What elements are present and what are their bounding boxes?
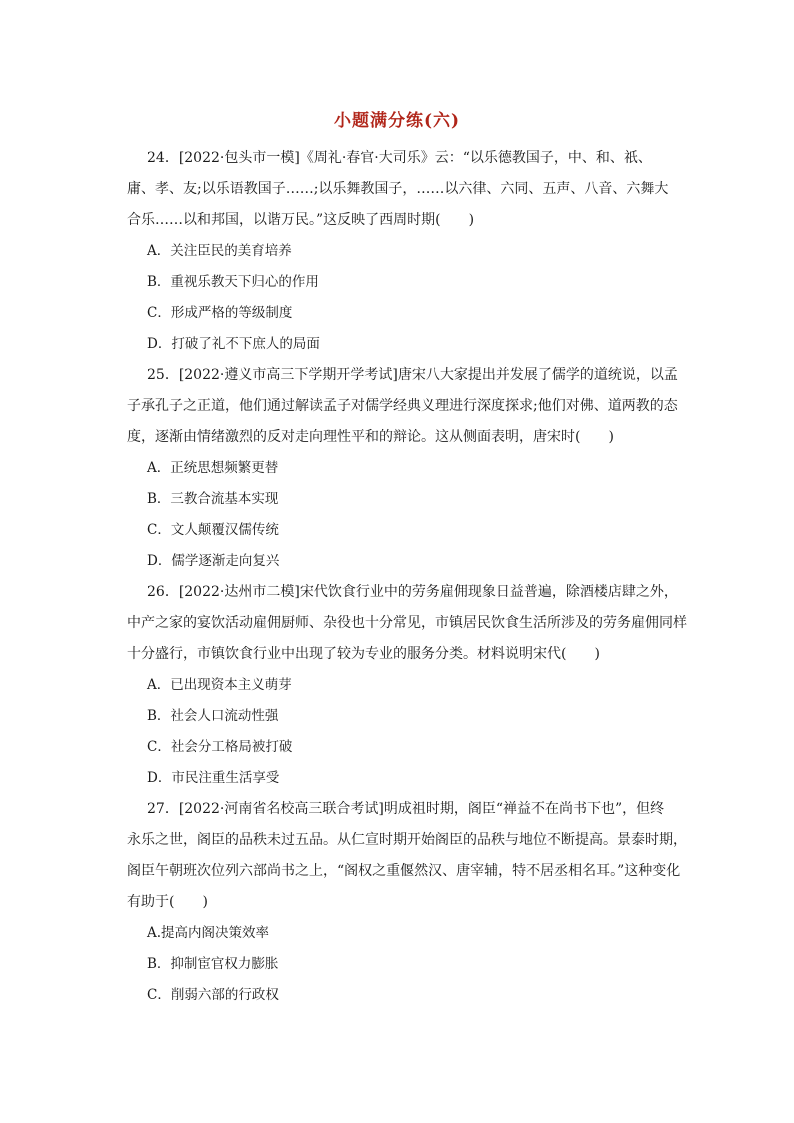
question-stem-line: 阁臣午朝班次位列六部尚书之上，“阁权之重偃然汉、唐宰辅，特不居丞相名耳。”这种变化 [127, 863, 681, 879]
option-a: A．关注臣民的美育培养 [147, 243, 292, 259]
option-d: D．儒学逐渐走向复兴 [147, 553, 280, 569]
question-stem-line: 庸、孝、友;以乐语教国子……;以乐舞教国子，……以六律、六同、五声、八音、六舞大 [127, 181, 669, 197]
option-b: B．重视乐教天下归心的作用 [147, 274, 319, 290]
option-c: C．文人颠覆汉儒传统 [147, 522, 279, 538]
option-b: B．抑制宦官权力膨胀 [147, 956, 279, 972]
page-title: 小题满分练(六) [333, 111, 461, 131]
option-a: A.提高内阁决策效率 [147, 925, 270, 941]
option-d: D．打破了礼不下庶人的局面 [147, 336, 320, 352]
question-26 [127, 577, 695, 794]
question-stem-line: 有助于( ) [127, 894, 208, 910]
question-stem-line: 26．[2022·达州市二模]宋代饮食行业中的劳务雇佣现象日益普遍，除酒楼店肆之外， [147, 584, 678, 600]
option-a: A．已出现资本主义萌芽 [147, 677, 292, 693]
question-stem-line: 度，逐渐由情绪激烈的反对走向理性平和的辩论。这从侧面表明，唐宋时( ) [127, 429, 614, 445]
question-25 [127, 360, 695, 577]
question-stem-line: 27．[2022·河南省名校高三联合考试]明成祖时期，阁臣“禅益不在尚书下也”，但终 [147, 801, 665, 817]
question-24 [127, 143, 695, 360]
option-d: D．市民注重生活享受 [147, 770, 280, 786]
option-c: C．削弱六部的行政权 [147, 987, 279, 1003]
question-stem-line: 合乐……以和邦国，以谐万民。”这反映了西周时期( ) [127, 212, 475, 228]
question-stem-line: 永乐之世，阁臣的品秩未过五品。从仁宣时期开始阁臣的品秩与地位不断提高。景泰时期， [127, 832, 687, 848]
question-stem-line: 子承孔子之正道，他们通过解读孟子对儒学经典义理进行深度探求;他们对佛、道两教的态 [127, 398, 678, 414]
option-a: A．正统思想频繁更替 [147, 460, 279, 476]
question-list [127, 143, 695, 1011]
question-27 [127, 794, 695, 1011]
option-c: C．社会分工格局被打破 [147, 739, 293, 755]
question-stem-line: 中产之家的宴饮活动雇佣厨师、杂役也十分常见，市镇居民饮食生活所涉及的劳务雇佣同样 [127, 615, 687, 631]
question-stem-line: 24．[2022·包头市一模]《周礼·春官·大司乐》云：“以乐德教国子，中、和、祇、 [147, 150, 652, 166]
option-b: B．三教合流基本实现 [147, 491, 279, 507]
option-c: C．形成严格的等级制度 [147, 305, 293, 321]
question-stem-line: 十分盛行，市镇饮食行业中出现了较为专业的服务分类。材料说明宋代( ) [127, 646, 600, 662]
question-stem-line: 25．[2022·遵义市高三下学期开学考试]唐宋八大家提出并发展了儒学的道统说，以孟 [147, 367, 678, 383]
option-b: B．社会人口流动性强 [147, 708, 279, 724]
